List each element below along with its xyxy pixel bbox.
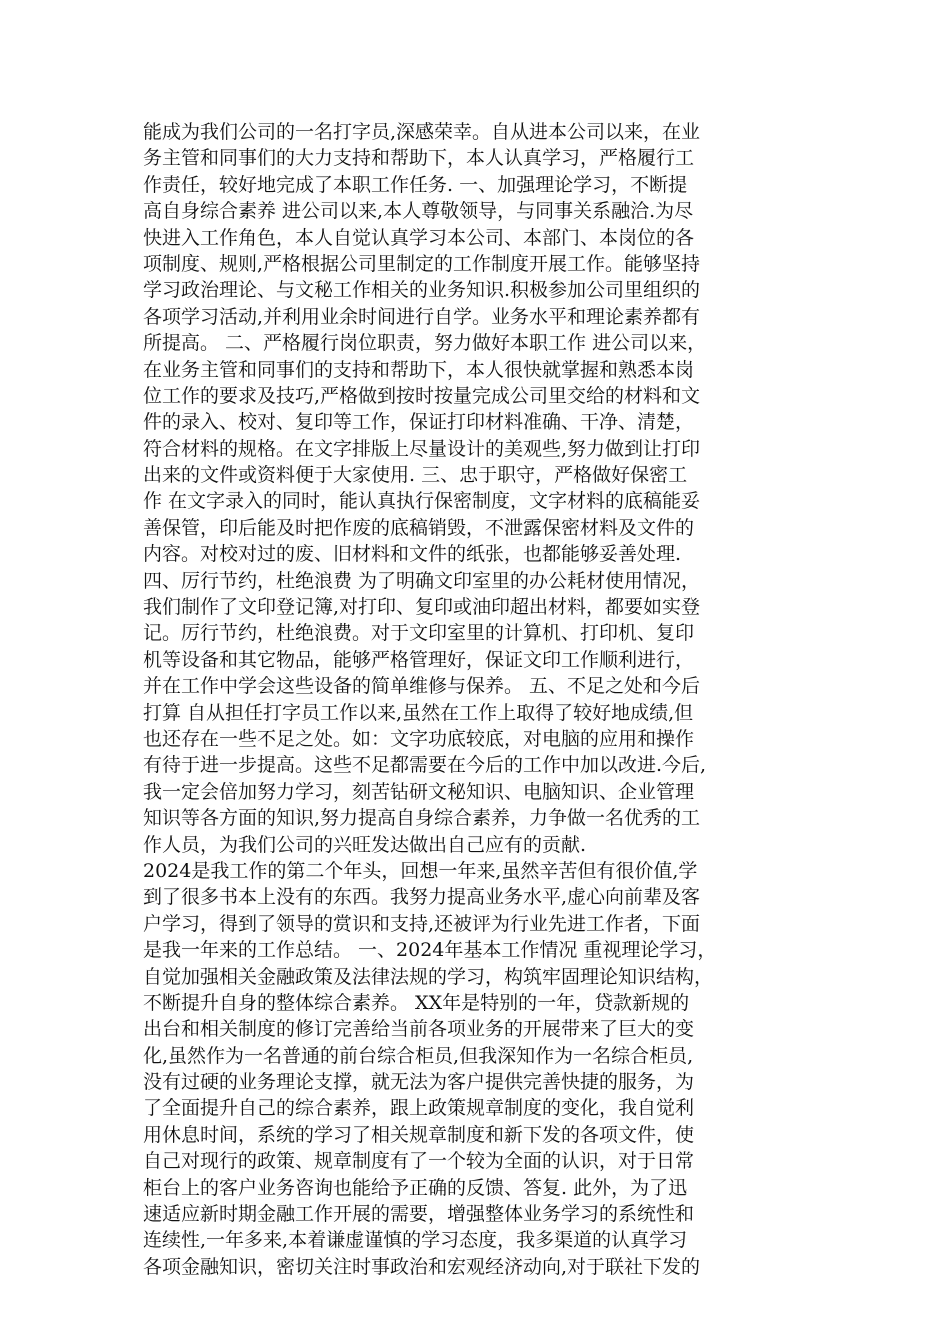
text-line: 项制度、规则,严格根据公司里制定的工作制度开展工作。能够坚持 [143,252,701,275]
text-line: 内容。对校对过的废、旧材料和文件的纸张，也都能够妥善处理. [143,543,682,566]
text-line: 作责任，较好地完成了本职工作任务. 一、加强理论学习，不断提 [143,173,688,196]
text-line: 用休息时间，系统的学习了相关规章制度和新下发的各项文件，使 [143,1123,695,1146]
text-line: 连续性,一年多来,本着谦虚谨慎的学习态度，我多渠道的认真学习 [143,1229,688,1252]
body-text [143,119,823,1280]
text-line: 了全面提升自己的综合素养，跟上政策规章制度的变化，我自觉利 [143,1097,695,1120]
text-line: 没有过硬的业务理论支撑，就无法为客户提供完善快捷的服务，为 [143,1071,695,1094]
text-line: 我们制作了文印登记簿,对打印、复印或油印超出材料，都要如实登 [143,596,701,619]
text-line: 我一定会倍加努力学习，刻苦钻研文秘知识、电脑知识、企业管理 [143,780,695,803]
text-line: 户学习，得到了领导的赏识和支持,还被评为行业先进工作者，下面 [143,912,701,935]
text-line: 知识等各方面的知识,努力提高自身综合素养，力争做一名优秀的工 [143,807,701,830]
text-line: 不断提升自身的整体综合素养。 XX年是特别的一年，贷款新规的 [143,991,690,1014]
text-line: 各项学习活动,并利用业余时间进行自学。业务水平和理论素养都有 [143,305,701,328]
text-line: 在业务主管和同事们的支持和帮助下，本人很快就掌握和熟悉本岗 [143,358,695,381]
text-line: 速适应新时期金融工作开展的需要，增强整体业务学习的系统性和 [143,1203,695,1226]
text-line: 各项金融知识，密切关注时事政治和宏观经济动向,对于联社下发的 [143,1255,701,1278]
text-line: 高自身综合素养 进公司以来,本人尊敬领导，与同事关系融洽.为尽 [143,200,694,223]
text-line: 是我一年来的工作总结。 一、2024年基本工作情况 重视理论学习， [143,939,717,962]
text-line: 自己对现行的政策、规章制度有了一个较为全面的认识，对于日常 [143,1150,695,1173]
text-line: 记。厉行节约，杜绝浪费。对于文印室里的计算机、打印机、复印 [143,622,695,645]
text-line: 柜台上的客户业务咨询也能给予正确的反馈、答复. 此外，为了迅 [143,1176,688,1199]
text-line: 机等设备和其它物品，能够严格管理好，保证文印工作顺利进行， [143,648,695,671]
text-line: 符合材料的规格。在文字排版上尽量设计的美观些,努力做到让打印 [143,437,701,460]
text-line: 务主管和同事们的大力支持和帮助下，本人认真学习，严格履行工 [143,147,695,170]
text-line: 2024是我工作的第二个年头，回想一年来,虽然辛苦但有很价值,学 [143,859,698,882]
text-line: 位工作的要求及技巧,严格做到按时按量完成公司里交给的材料和文 [143,384,701,407]
text-line: 学习政治理论、与文秘工作相关的业务知识.积极参加公司里组织的 [143,279,701,302]
text-line: 化,虽然作为一名普通的前台综合柜员,但我深知作为一名综合柜员, [143,1044,694,1067]
text-line: 出来的文件或资料便于大家使用. 三、忠于职守，严格做好保密工 [143,464,688,487]
text-line: 能成为我们公司的一名打字员,深感荣幸。自从进本公司以来，在业 [143,121,701,143]
text-line: 件的录入、校对、复印等工作，保证打印材料准确、干净、清楚， [143,411,695,434]
text-line: 作 在文字录入的同时，能认真执行保密制度，文字材料的底稿能妥 [143,490,701,513]
text-line: 善保管，印后能及时把作废的底稿销毁，不泄露保密材料及文件的 [143,516,695,539]
text-line: 作人员，为我们公司的兴旺发达做出自己应有的贡献. [143,833,587,856]
text-line: 自觉加强相关金融政策及法律法规的学习，构筑牢固理论知识结构， [143,965,714,988]
text-line: 有待于进一步提高。这些不足都需要在今后的工作中加以改进.今后, [143,754,707,777]
text-line: 并在工作中学会这些设备的简单维修与保养。 五、不足之处和今后 [143,675,701,698]
text-line: 打算 自从担任打字员工作以来,虽然在工作上取得了较好地成绩,但 [143,701,694,724]
text-line: 出台和相关制度的修订完善给当前各项业务的开展带来了巨大的变 [143,1018,695,1041]
text-line: 到了很多书本上没有的东西。我努力提高业务水平,虚心向前辈及客 [143,886,701,909]
text-line: 所提高。 二、严格履行岗位职责，努力做好本职工作 进公司以来， [143,332,707,355]
text-line: 四、厉行节约，杜绝浪费 为了明确文印室里的办公耗材使用情况， [143,569,701,592]
text-line: 快进入工作角色，本人自觉认真学习本公司、本部门、本岗位的各 [143,226,695,249]
text-line: 也还存在一些不足之处。如：文字功底较底，对电脑的应用和操作 [143,727,695,750]
